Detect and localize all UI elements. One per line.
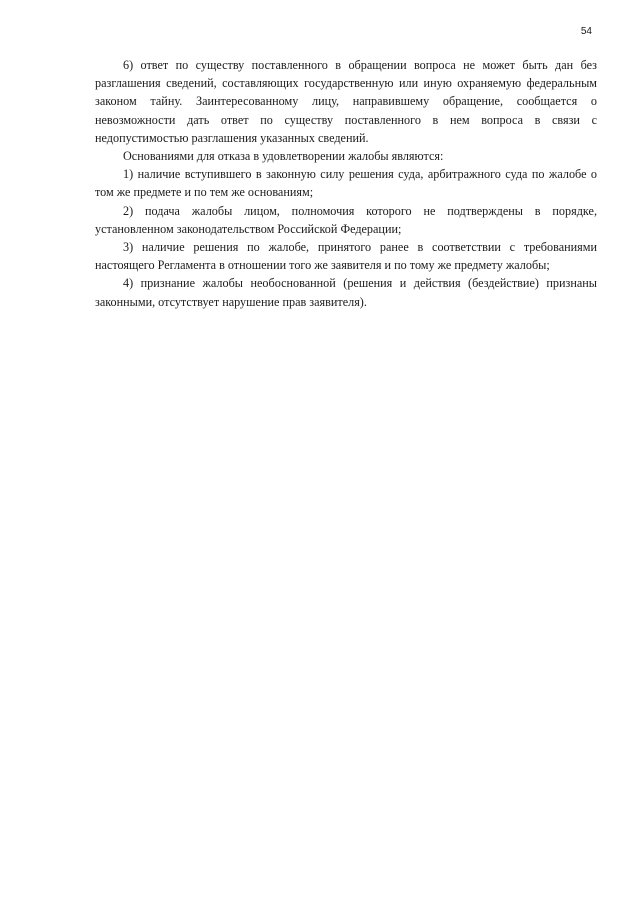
document-body <box>95 56 597 311</box>
paragraph-ground-3: 3) наличие решения по жалобе, принятого ранее в соответствии с требованиями настоящего Регламента в отношении того же заявителя и по тому же предмету жалобы; <box>95 240 597 273</box>
paragraph-ground-2: 2) подача жалобы лицом, полномочия которого не подтверждены в порядке, установленном законодательством Российской Федерации; <box>95 203 597 236</box>
paragraph-ground-1: 1) наличие вступившего в законную силу решения суда, арбитражного суда по жалобе о том же предмете и по тем же основаниям; <box>95 167 597 200</box>
paragraph-ground-4: 4) признание жалобы необоснованной (решения и действия (бездействие) признаны законными, отсутствует нарушение прав заявителя). <box>95 276 597 309</box>
paragraph-item-6: 6) ответ по существу поставленного в обращении вопроса не может быть дан без разглашения сведений, составляющих государственную или иную охраняемую федеральным законом тайну. Заинтересованному лицу, направившему обращение, сообщается о невозможности дать ответ по существу поставленного в нем вопроса в связи с недопустимостью разглашения указанных сведений. <box>95 58 597 145</box>
page-number: 54 <box>580 26 592 37</box>
paragraph-refusal-grounds-intro: Основаниями для отказа в удовлетворении жалобы являются: <box>123 149 444 164</box>
